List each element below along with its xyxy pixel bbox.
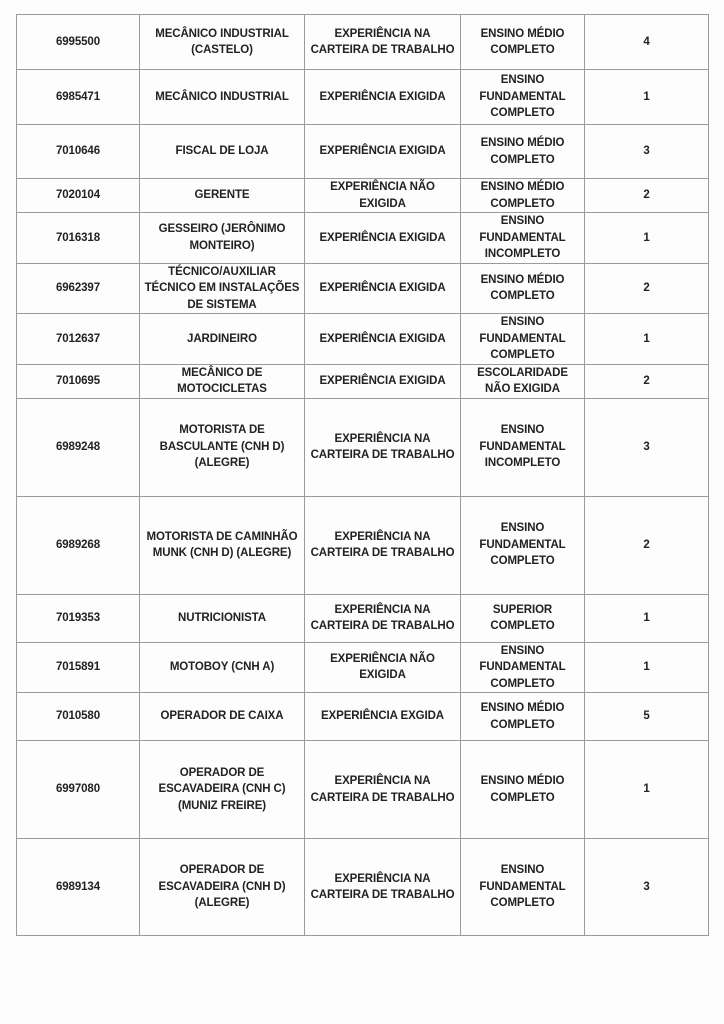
job-code: 6985471 (17, 70, 140, 125)
job-code: 6989268 (17, 496, 140, 594)
job-title: TÉCNICO/AUXILIAR TÉCNICO EM INSTALAÇÕES DE SISTEMA (140, 263, 305, 314)
job-title: MOTORISTA DE BASCULANTE (CNH D) (ALEGRE) (140, 398, 305, 496)
job-title: MECÂNICO INDUSTRIAL (CASTELO) (140, 15, 305, 70)
job-code: 7010646 (17, 125, 140, 179)
education-requirement: ENSINO MÉDIO COMPLETO (461, 693, 585, 741)
education-requirement: ENSINO FUNDAMENTAL COMPLETO (461, 839, 585, 936)
experience-requirement: EXPERIÊNCIA EXIGIDA (305, 125, 461, 179)
experience-requirement: EXPERIÊNCIA EXGIDA (305, 693, 461, 741)
job-title: OPERADOR DE ESCAVADEIRA (CNH D) (ALEGRE) (140, 839, 305, 936)
experience-requirement: EXPERIÊNCIA NÃO EXIGIDA (305, 179, 461, 213)
openings-count: 1 (585, 741, 709, 839)
table-row (17, 741, 709, 839)
education-requirement: ENSINO FUNDAMENTAL INCOMPLETO (461, 398, 585, 496)
education-requirement: ENSINO MÉDIO COMPLETO (461, 179, 585, 213)
job-code: 7020104 (17, 179, 140, 213)
job-code: 7015891 (17, 642, 140, 693)
job-code: 7016318 (17, 213, 140, 264)
experience-requirement: EXPERIÊNCIA NA CARTEIRA DE TRABALHO (305, 398, 461, 496)
table-row (17, 496, 709, 594)
job-title: MECÂNICO DE MOTOCICLETAS (140, 364, 305, 398)
openings-count: 2 (585, 263, 709, 314)
openings-count: 1 (585, 70, 709, 125)
table-row (17, 314, 709, 365)
table-row (17, 693, 709, 741)
education-requirement: ENSINO FUNDAMENTAL COMPLETO (461, 70, 585, 125)
openings-count: 3 (585, 398, 709, 496)
table-row (17, 15, 709, 70)
job-code: 6997080 (17, 741, 140, 839)
job-title: OPERADOR DE ESCAVADEIRA (CNH C) (MUNIZ FREIRE) (140, 741, 305, 839)
experience-requirement: EXPERIÊNCIA EXIGIDA (305, 263, 461, 314)
education-requirement: ENSINO FUNDAMENTAL COMPLETO (461, 314, 585, 365)
job-title: GERENTE (140, 179, 305, 213)
job-title: OPERADOR DE CAIXA (140, 693, 305, 741)
job-title: FISCAL DE LOJA (140, 125, 305, 179)
table-row (17, 179, 709, 213)
openings-count: 1 (585, 314, 709, 365)
table-row (17, 125, 709, 179)
education-requirement: ENSINO FUNDAMENTAL INCOMPLETO (461, 213, 585, 264)
job-openings-table (16, 14, 709, 936)
openings-count: 3 (585, 125, 709, 179)
openings-count: 4 (585, 15, 709, 70)
education-requirement: ENSINO MÉDIO COMPLETO (461, 15, 585, 70)
experience-requirement: EXPERIÊNCIA EXIGIDA (305, 70, 461, 125)
education-requirement: ENSINO FUNDAMENTAL COMPLETO (461, 642, 585, 693)
job-title: JARDINEIRO (140, 314, 305, 365)
table-row (17, 263, 709, 314)
openings-count: 3 (585, 839, 709, 936)
job-code: 6989248 (17, 398, 140, 496)
education-requirement: ENSINO MÉDIO COMPLETO (461, 741, 585, 839)
table-row (17, 213, 709, 264)
job-title: MOTOBOY (CNH A) (140, 642, 305, 693)
job-code: 7012637 (17, 314, 140, 365)
education-requirement: ENSINO MÉDIO COMPLETO (461, 263, 585, 314)
education-requirement: SUPERIOR COMPLETO (461, 594, 585, 642)
openings-count: 2 (585, 364, 709, 398)
job-code: 7010580 (17, 693, 140, 741)
openings-count: 1 (585, 642, 709, 693)
openings-count: 2 (585, 179, 709, 213)
job-title: GESSEIRO (JERÔNIMO MONTEIRO) (140, 213, 305, 264)
job-title: MOTORISTA DE CAMINHÃO MUNK (CNH D) (ALEGRE) (140, 496, 305, 594)
job-code: 7010695 (17, 364, 140, 398)
education-requirement: ENSINO FUNDAMENTAL COMPLETO (461, 496, 585, 594)
table-row (17, 398, 709, 496)
education-requirement: ESCOLARIDADE NÃO EXIGIDA (461, 364, 585, 398)
table-row (17, 364, 709, 398)
openings-count: 1 (585, 213, 709, 264)
openings-count: 2 (585, 496, 709, 594)
openings-count: 1 (585, 594, 709, 642)
experience-requirement: EXPERIÊNCIA EXIGIDA (305, 364, 461, 398)
job-code: 6989134 (17, 839, 140, 936)
table-row (17, 642, 709, 693)
experience-requirement: EXPERIÊNCIA NA CARTEIRA DE TRABALHO (305, 15, 461, 70)
job-code: 7019353 (17, 594, 140, 642)
job-code: 6995500 (17, 15, 140, 70)
experience-requirement: EXPERIÊNCIA EXIGIDA (305, 213, 461, 264)
experience-requirement: EXPERIÊNCIA NA CARTEIRA DE TRABALHO (305, 594, 461, 642)
experience-requirement: EXPERIÊNCIA NA CARTEIRA DE TRABALHO (305, 839, 461, 936)
experience-requirement: EXPERIÊNCIA NA CARTEIRA DE TRABALHO (305, 741, 461, 839)
education-requirement: ENSINO MÉDIO COMPLETO (461, 125, 585, 179)
table-row (17, 70, 709, 125)
job-title: MECÂNICO INDUSTRIAL (140, 70, 305, 125)
experience-requirement: EXPERIÊNCIA EXIGIDA (305, 314, 461, 365)
job-code: 6962397 (17, 263, 140, 314)
openings-count: 5 (585, 693, 709, 741)
table-row (17, 594, 709, 642)
experience-requirement: EXPERIÊNCIA NA CARTEIRA DE TRABALHO (305, 496, 461, 594)
job-title: NUTRICIONISTA (140, 594, 305, 642)
experience-requirement: EXPERIÊNCIA NÃO EXIGIDA (305, 642, 461, 693)
table-row (17, 839, 709, 936)
